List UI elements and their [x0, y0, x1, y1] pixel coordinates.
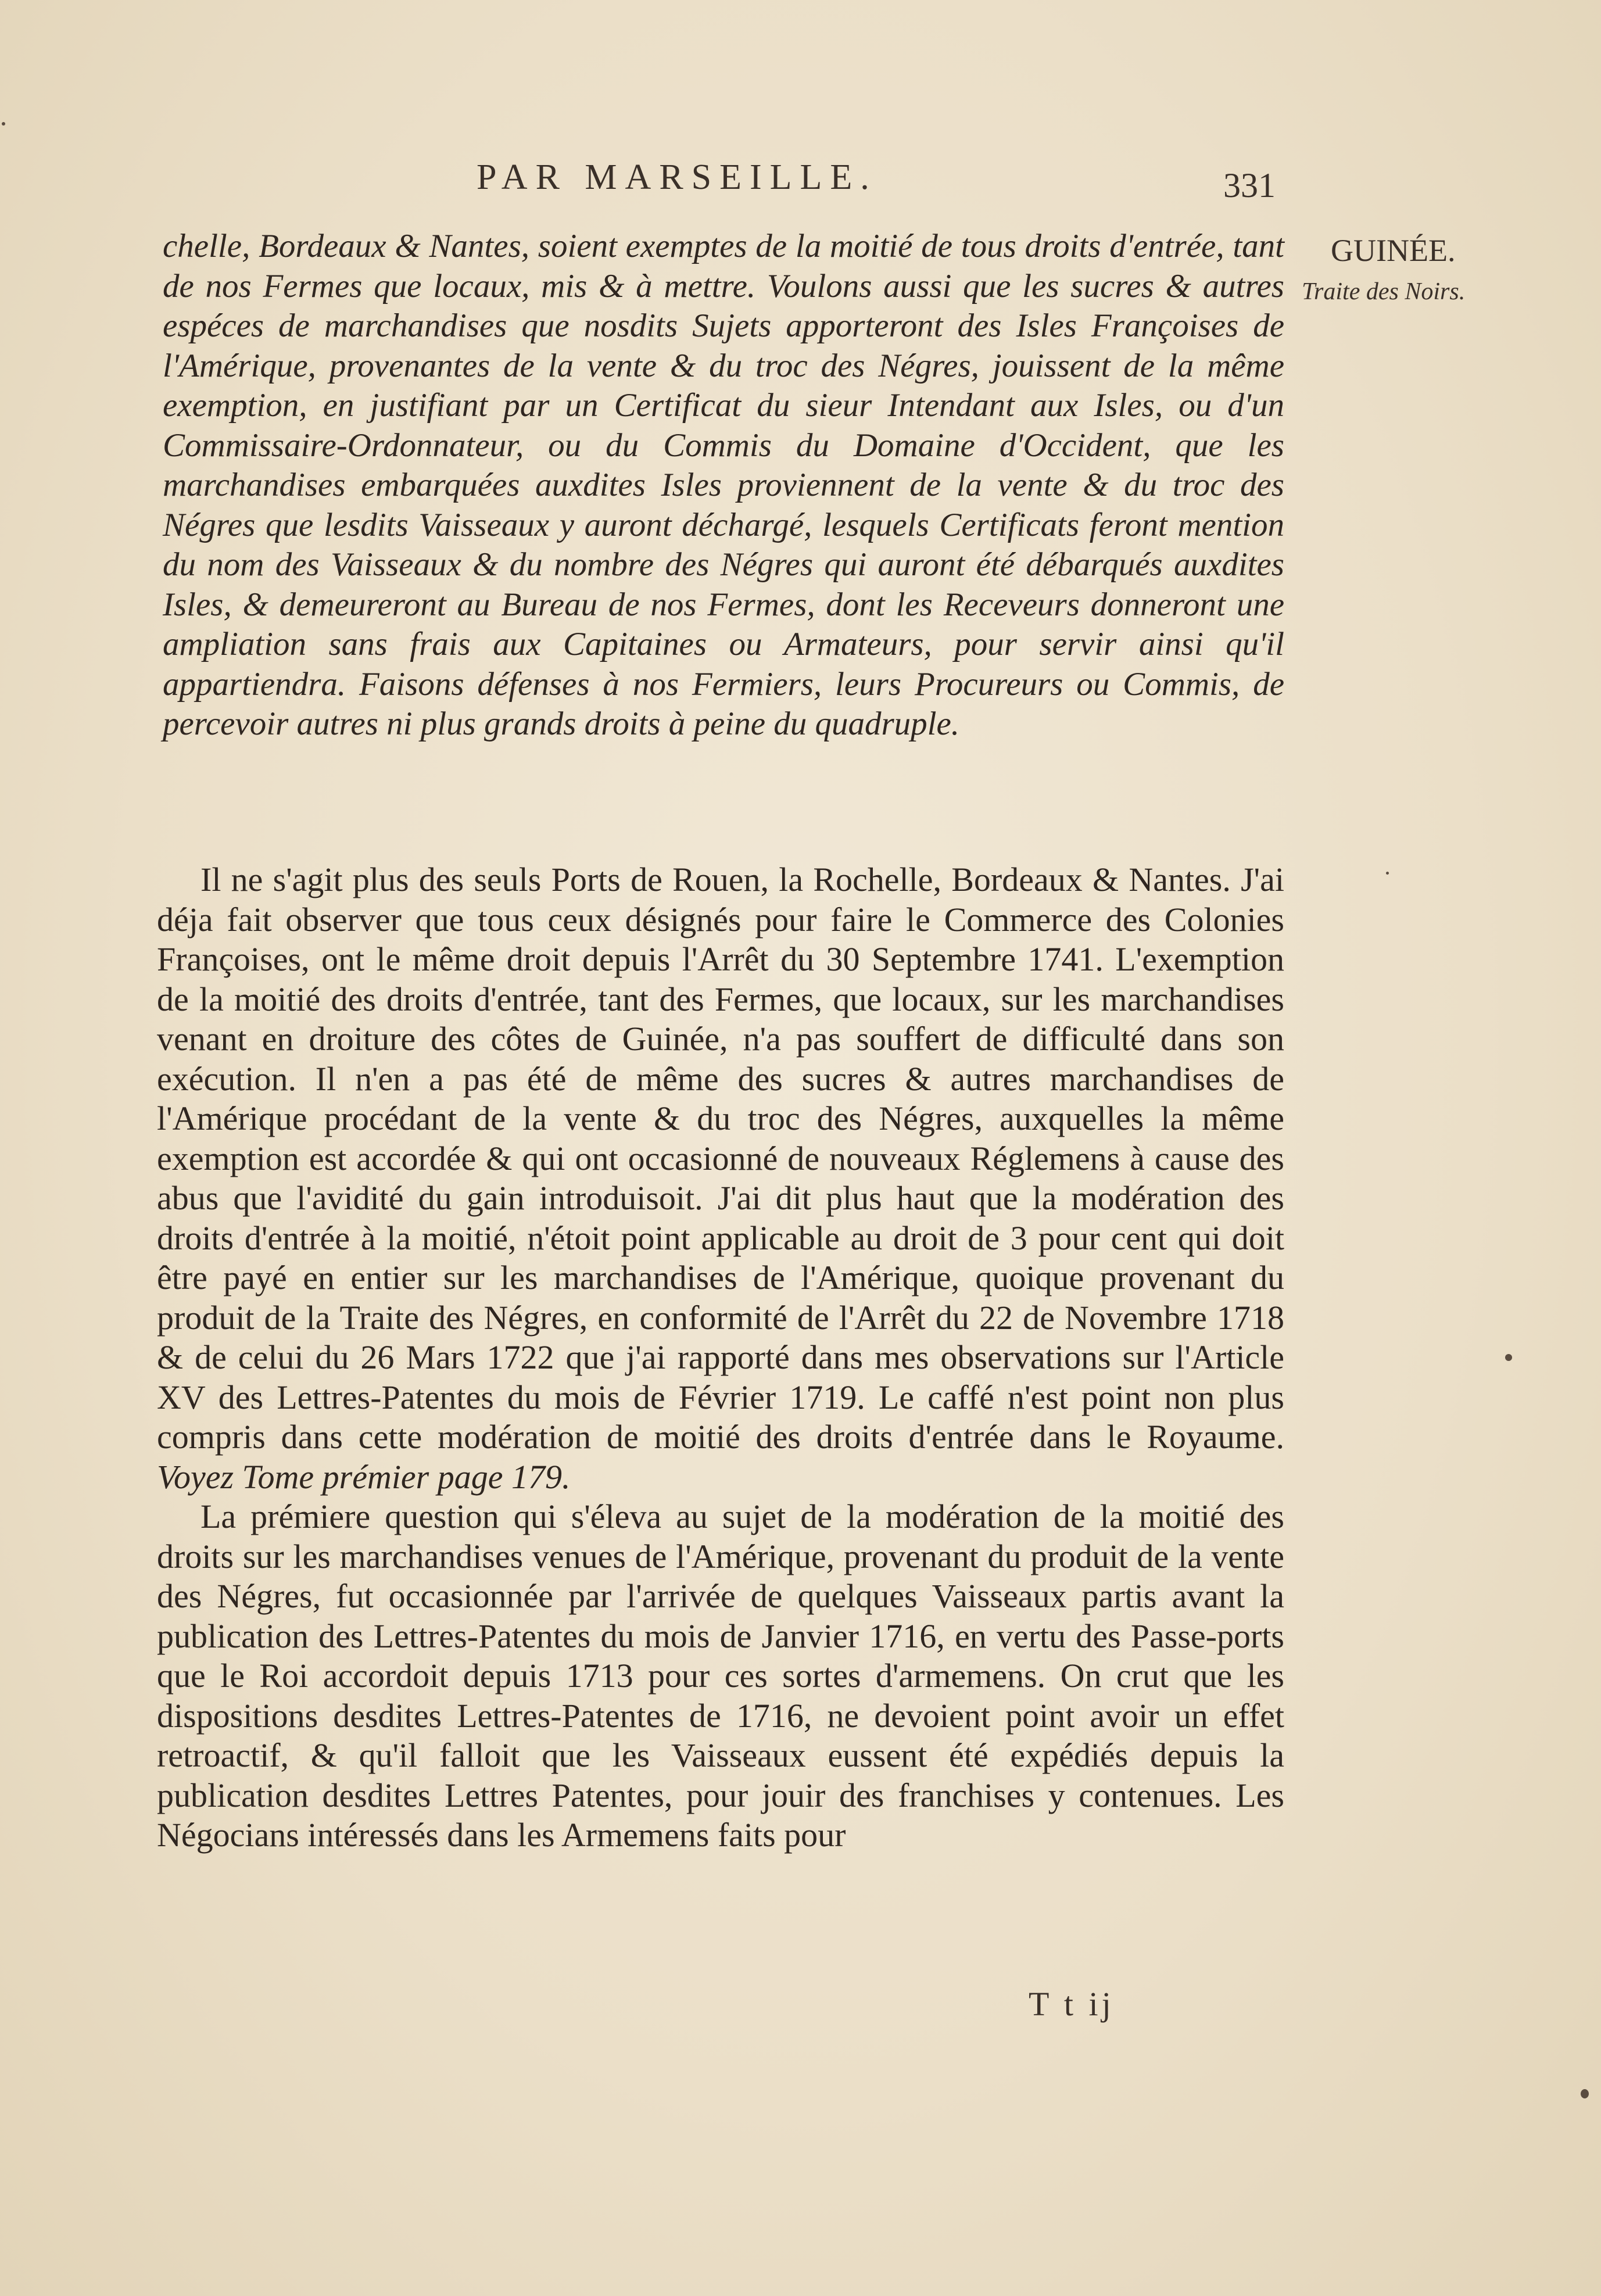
running-title: PAR MARSEILLE. [477, 157, 877, 197]
paper-speck [1386, 872, 1389, 875]
paragraph-1-body: Il ne s'agit plus des seuls Ports de Rouen, la Rochelle, Bordeaux & Nantes. J'ai déja fait observer que tous ceux désignés pour faire le Commerce des Colonies Françoises, ont le même droit depuis l'Arrêt du 30 Septembre 1741. L'exemption de la moitié des droits d'entrée, tant des Fermes, que locaux, sur les marchandises venant en droiture des côtes de Guinée, n'a pas souffert de difficulté dans son exécution. Il n'en a pas été de même des sucres & autres marchandises de l'Amérique procédant de la vente & du troc des Négres, auxquelles la même exemption est accordée & qui ont occasionné de nouveaux Réglemens à cause des abus que l'avidité du gain introduisoit. J'ai dit plus haut que la modération des droits d'entrée à la moitié, n'étoit point applicable au droit de 3 pour cent qui doit être payé en entier sur les marchandises de l'Amérique, quoique provenant du produit de la Traite des Négres, en conformité de l'Arrêt du 22 de Novembre 1718 & de celui du 26 Mars 1722 que j'ai rapporté dans mes observations sur l'Article XV des Lettres-Patentes du mois de Février 1719. Le caffé n'est point non plus compris dans cette modération de moitié des droits d'entrée dans le Royaume. [157, 861, 1284, 1456]
page-number: 331 [1223, 166, 1276, 205]
paper-speck [1505, 1354, 1512, 1361]
paper-speck [2, 122, 5, 126]
cross-reference: Voyez Tome prémier page 179. [157, 1457, 571, 1496]
margin-note-section: GUINÉE. [1331, 233, 1456, 268]
signature-mark: T t ij [1029, 1985, 1115, 2023]
paper-speck [1581, 2089, 1589, 2098]
commentary-paragraph-1 [157, 860, 1284, 1497]
commentary-paragraph-2: La prémiere question qui s'éleva au sujet de la modération de la moitié des droits sur les marchandises venues de l'Amérique, provenant du produit de la vente des Négres, fut occasionnée par l'arrivée de quelques Vaisseaux partis avant la publication des Lettres-Patentes du mois de Janvier 1716, en vertu des Passe-ports que le Roi accordoit depuis 1713 pour ces sortes d'armemens. On crut que les dispositions desdites Lettres-Patentes de 1716, ne devoient point avoir un effet retroactif, & qu'il falloit que les Vaisseaux eussent été expédiés depuis la publication desdites Lettres Patentes, pour jouir des franchises y contenues. Les Négocians intéressés dans les Armemens faits pour [157, 1498, 1284, 1854]
commentary-text [157, 860, 1284, 1856]
quoted-decree-text: chelle, Bordeaux & Nantes, soient exemptes de la moitié de tous droits d'entrée, tant de nos Fermes que locaux, mis & à mettre. Voulons aussi que les sucres & autres espéces de marchandises que nosdits Sujets apporteront des Isles Françoises de l'Amérique, provenantes de la vente & du troc des Négres, jouissent de la même exemption, en justifiant par un Certificat du sieur Intendant aux Isles, ou d'un Commissaire-Ordonnateur, ou du Commis du Domaine d'Occident, que les marchandises embarquées auxdites Isles proviennent de la vente & du troc des Négres que lesdits Vaisseaux y auront déchargé, lesquels Certificats feront mention du nom des Vaisseaux & du nombre des Négres qui auront été débarqués auxdites Isles, & demeureront au Bureau de nos Fermes, dont les Receveurs donneront une ampliation sans frais aux Capitaines ou Armateurs, pour servir ainsi qu'il appartiendra. Faisons défenses à nos Fermiers, leurs Procureurs ou Commis, de percevoir autres ni plus grands droits à peine du quadruple. [163, 228, 1284, 742]
margin-note-subsection: Traite des Noirs. [1302, 278, 1466, 305]
